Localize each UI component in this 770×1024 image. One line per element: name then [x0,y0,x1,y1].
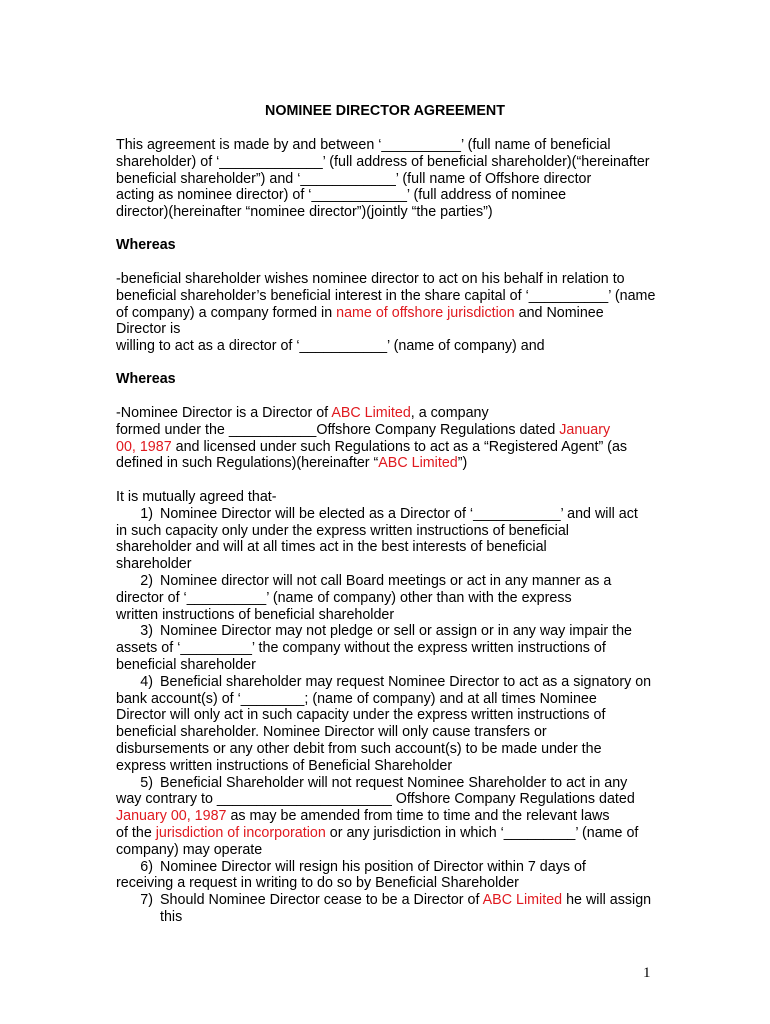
text: as may be amended from time to time and the relevant laws [226,808,610,825]
whereas1-line [116,305,656,322]
whereas1-line: -beneficial shareholder wishes nominee director to act on his behalf in relation to [116,271,625,287]
clause-line [116,808,656,825]
clause-number: 7) [140,892,153,909]
placeholder-date: 00, 1987 [116,438,172,455]
intro-line: This agreement is made by and between ‘__________’ (full name of beneficial [116,137,611,153]
text: formed under the ___________Offshore Company Regulations dated [116,421,560,438]
clause-7 [116,892,656,909]
clause-3 [116,623,656,640]
clause-number: 2) [140,572,153,589]
clause-line: company) may operate [116,841,263,858]
whereas-heading-1: Whereas [116,237,176,253]
agreed-intro: It is mutually agreed that- [116,489,277,505]
clause-number: 5) [140,774,153,791]
placeholder-company: ABC Limited [331,405,411,421]
clause-line: in such capacity only under the express written instructions of beneficial [116,522,569,539]
intro-line: beneficial shareholder”) and ‘____________’ (full name of Offshore director [116,170,592,187]
clause-line [116,825,656,842]
clause-2 [116,573,656,590]
intro-paragraph [116,137,656,221]
clause-line: shareholder [116,556,192,573]
clause-5 [116,775,656,792]
clause-line: shareholder and will at all times act in the best interests of beneficial [116,539,547,556]
intro-line: director)(hereinafter “nominee director”)(jointly “the parties”) [116,204,493,221]
whereas2-line [116,405,656,422]
whereas1-line: Director is [116,321,181,338]
clause-line: beneficial shareholder. Nominee Director will only cause transfers or [116,724,547,741]
clause-text: Nominee Director will resign his position of Director within 7 days of [160,858,586,875]
text: Should Nominee Director cease to be a Director of [160,892,483,909]
text: or any jurisdiction in which ‘_________’ (name of [325,824,639,841]
whereas2-line [116,455,656,472]
clause-1 [116,506,656,523]
clause-4 [116,674,656,691]
whereas-paragraph-2 [116,405,656,472]
whereas2-line [116,422,656,439]
text: defined in such Regulations)(hereinafter “ [116,455,379,472]
placeholder-date: January [559,421,611,438]
clause-text: Beneficial shareholder may request Nominee Director to act as a signatory on [160,673,652,690]
intro-line: shareholder) of ‘_____________’ (full address of beneficial shareholder)(“hereinafter [116,153,650,170]
text: and Nominee [514,304,604,321]
clause-text: Nominee Director may not pledge or sell or assign or in any way impair the [160,623,633,640]
clause-line: bank account(s) of ‘________; (name of company) and at all times Nominee [116,690,597,707]
clause-number: 3) [140,623,153,640]
document-title: NOMINEE DIRECTOR AGREEMENT [265,103,505,119]
placeholder-date: January 00, 1987 [116,808,227,825]
whereas-heading-2: Whereas [116,371,176,387]
clause-text: Nominee Director will be elected as a Director of ‘___________’ and will act [160,505,638,522]
clause-number: 4) [140,673,153,690]
clause-line: written instructions of beneficial shareholder [116,606,395,623]
text: of the [116,824,156,841]
intro-line: acting as nominee director) of ‘____________’ (full address of nominee [116,187,567,204]
text: and licensed under such Regulations to act as a “Registered Agent” (as [171,438,628,455]
clause-text: Beneficial Shareholder will not request Nominee Shareholder to act in any [160,774,628,791]
clause-number: 6) [140,858,153,875]
clause-6 [116,859,656,876]
clause-line: this [160,908,183,925]
text: , a company [410,405,489,421]
clause-line: assets of ‘_________’ the company without the express written instructions of [116,640,606,657]
clause-line: receiving a request in writing to do so by Beneficial Shareholder [116,875,519,892]
whereas1-line: willing to act as a director of ‘___________’ (name of company) and [116,338,545,355]
clause-text: Nominee director will not call Board meetings or act in any manner as a [160,572,612,589]
text: ”) [457,455,468,472]
text: of company) a company formed in [116,304,337,321]
text: he will assign [562,892,652,909]
whereas-paragraph-1 [116,271,656,355]
placeholder-jurisdiction: name of offshore jurisdiction [336,304,515,321]
clause-line: way contrary to ______________________ Offshore Company Regulations dated [116,791,635,808]
whereas1-line: beneficial shareholder’s beneficial interest in the share capital of ‘__________’ (name [116,287,656,304]
clause-line: Director will only act in such capacity under the express written instructions of [116,707,606,724]
page-number: 1 [643,965,651,981]
clause-line: disbursements or any other debit from such account(s) to be made under the [116,740,602,757]
agreement-clauses [116,489,656,926]
placeholder-company: ABC Limited [482,892,563,909]
whereas2-line [116,439,656,456]
placeholder-company: ABC Limited [378,455,458,472]
clause-line: express written instructions of Beneficial Shareholder [116,757,453,774]
text: -Nominee Director is a Director of [116,405,332,421]
clause-number: 1) [140,505,153,522]
clause-line: director of ‘__________’ (name of company) other than with the express [116,589,572,606]
placeholder-jurisdiction: jurisdiction of incorporation [155,824,326,841]
clause-line: beneficial shareholder [116,656,256,673]
